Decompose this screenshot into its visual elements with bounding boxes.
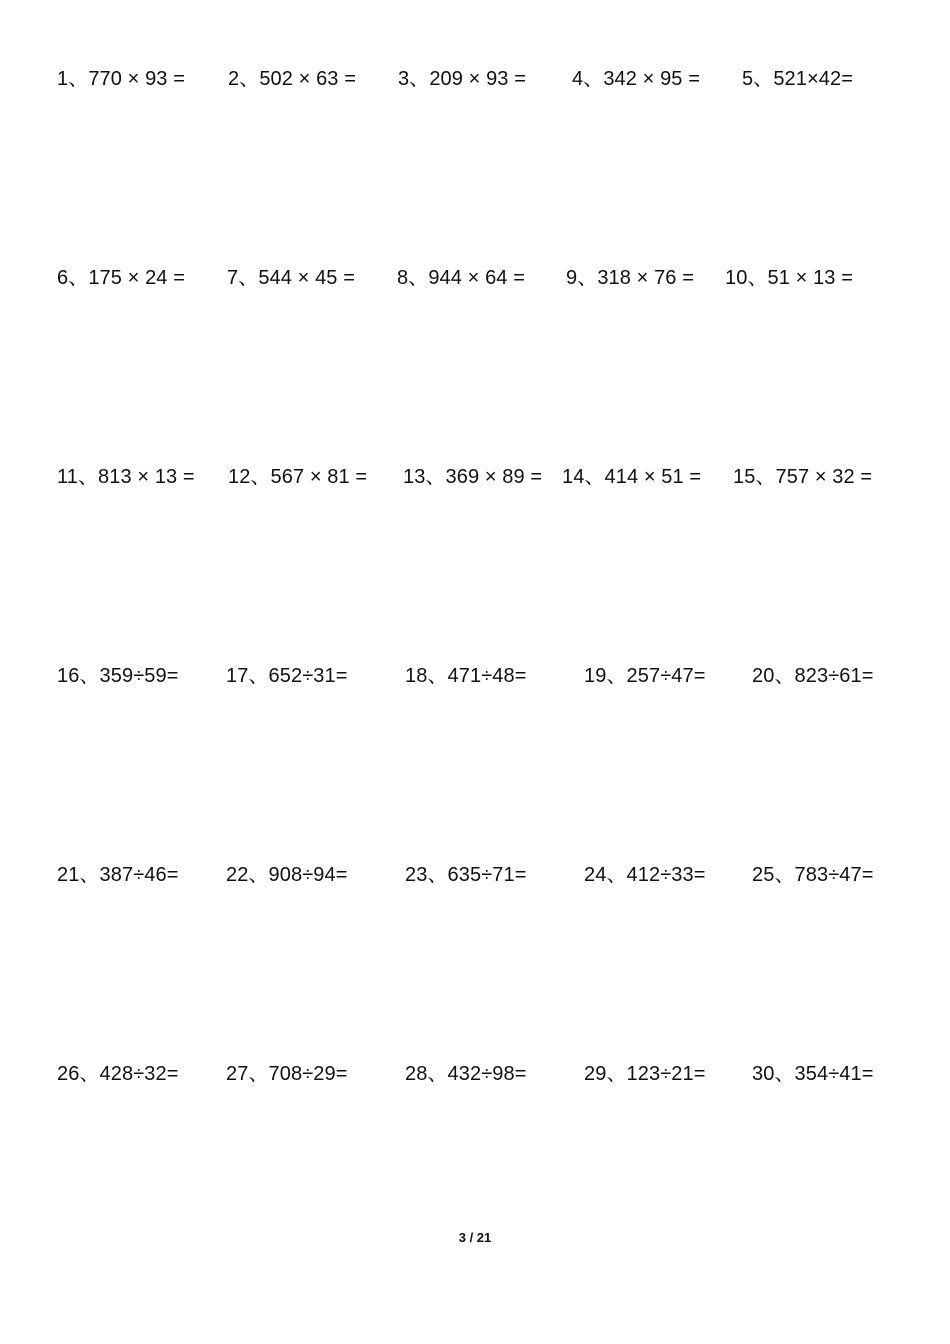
problem-6: 6、175 × 24 = bbox=[57, 267, 185, 289]
problem-16: 16、359÷59= bbox=[57, 665, 179, 687]
problem-19: 19、257÷47= bbox=[584, 665, 706, 687]
problem-1: 1、770 × 93 = bbox=[57, 68, 185, 90]
problem-12: 12、567 × 81 = bbox=[228, 466, 368, 488]
problem-13: 13、369 × 89 = bbox=[403, 466, 543, 488]
problem-5: 5、521×42= bbox=[742, 68, 853, 90]
problem-21: 21、387÷46= bbox=[57, 864, 179, 886]
problem-10: 10、51 × 13 = bbox=[725, 267, 853, 289]
problem-17: 17、652÷31= bbox=[226, 665, 348, 687]
problem-30: 30、354÷41= bbox=[752, 1063, 874, 1085]
problem-25: 25、783÷47= bbox=[752, 864, 874, 886]
problem-18: 18、471÷48= bbox=[405, 665, 527, 687]
problem-11: 11、813 × 13 = bbox=[57, 466, 195, 488]
problem-15: 15、757 × 32 = bbox=[733, 466, 873, 488]
problem-28: 28、432÷98= bbox=[405, 1063, 527, 1085]
problem-14: 14、414 × 51 = bbox=[562, 466, 702, 488]
problem-3: 3、209 × 93 = bbox=[398, 68, 526, 90]
problem-7: 7、544 × 45 = bbox=[227, 267, 355, 289]
problem-8: 8、944 × 64 = bbox=[397, 267, 525, 289]
problem-29: 29、123÷21= bbox=[584, 1063, 706, 1085]
problem-24: 24、412÷33= bbox=[584, 864, 706, 886]
problem-9: 9、318 × 76 = bbox=[566, 267, 694, 289]
page-number: 3 / 21 bbox=[458, 1230, 492, 1245]
problem-23: 23、635÷71= bbox=[405, 864, 527, 886]
problem-26: 26、428÷32= bbox=[57, 1063, 179, 1085]
problem-2: 2、502 × 63 = bbox=[228, 68, 356, 90]
problem-20: 20、823÷61= bbox=[752, 665, 874, 687]
problem-27: 27、708÷29= bbox=[226, 1063, 348, 1085]
problem-4: 4、342 × 95 = bbox=[572, 68, 700, 90]
problem-22: 22、908÷94= bbox=[226, 864, 348, 886]
